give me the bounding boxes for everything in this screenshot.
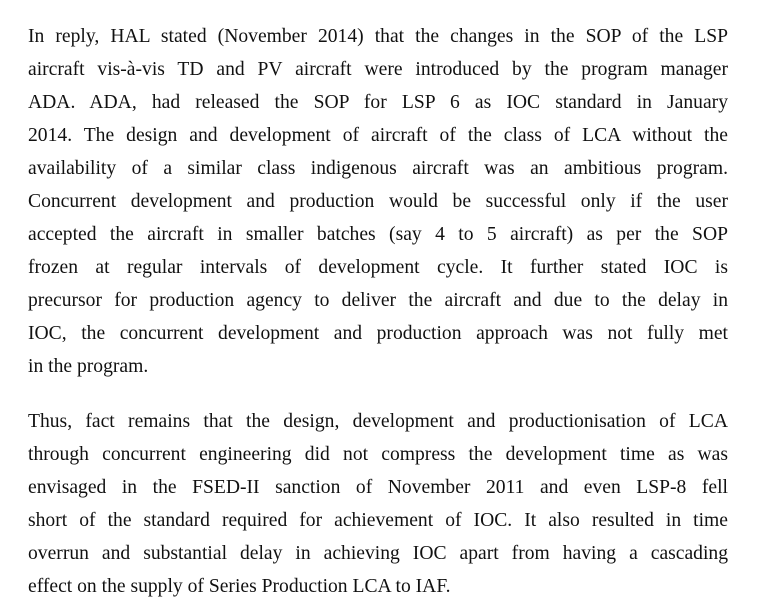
text-line: short of the standard required for achievement of IOC. It also resulted in time: [28, 510, 728, 531]
text-line: aircraft vis-à-vis TD and PV aircraft were introduced by the program manager: [28, 59, 728, 80]
text-line: through concurrent engineering did not compress the development time as was: [28, 444, 728, 465]
text-line: availability of a similar class indigenous aircraft was an ambitious program.: [28, 158, 728, 179]
text-line: In reply, HAL stated (November 2014) that the changes in the SOP of the LSP: [28, 26, 728, 47]
paragraph-conclusion: [28, 405, 728, 603]
text-line: accepted the aircraft in smaller batches (say 4 to 5 aircraft) as per the SOP: [28, 224, 728, 245]
text-line: Thus, fact remains that the design, development and productionisation of LCA: [28, 411, 728, 432]
text-line: in the program.: [28, 356, 149, 377]
text-line: frozen at regular intervals of development cycle. It further stated IOC is: [28, 257, 728, 278]
paragraph-spacer: [28, 383, 728, 405]
text-line: ADA. ADA, had released the SOP for LSP 6 as IOC standard in January: [28, 92, 728, 113]
paragraph-hal-reply: [28, 20, 728, 383]
text-line: overrun and substantial delay in achieving IOC apart from having a cascading: [28, 543, 728, 564]
text-line: precursor for production agency to deliver the aircraft and due to the delay in: [28, 290, 728, 311]
text-line: effect on the supply of Series Production LCA to IAF.: [28, 576, 451, 597]
document-page: [28, 20, 728, 603]
text-line: Concurrent development and production would be successful only if the user: [28, 191, 728, 212]
text-line: 2014. The design and development of aircraft of the class of LCA without the: [28, 125, 728, 146]
text-line: IOC, the concurrent development and production approach was not fully met: [28, 323, 728, 344]
text-line: envisaged in the FSED-II sanction of November 2011 and even LSP-8 fell: [28, 477, 728, 498]
